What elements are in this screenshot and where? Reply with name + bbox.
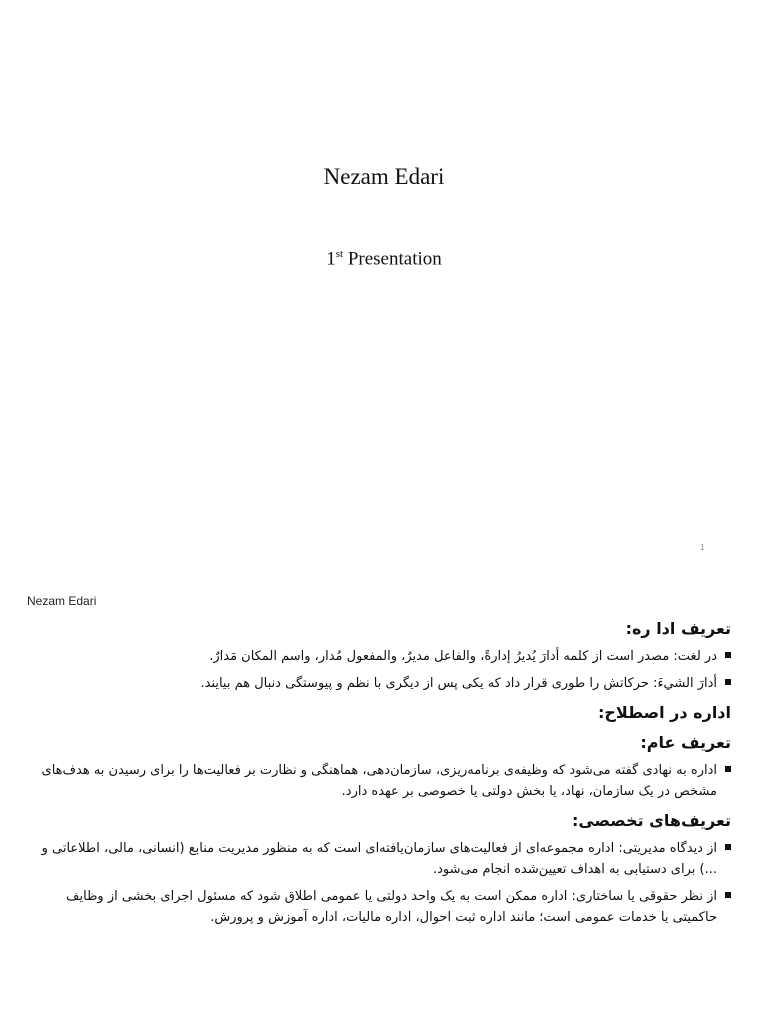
presentation-title: Nezam Edari [323,164,445,189]
square-bullet-icon [725,892,731,898]
subtitle-superscript: st [335,248,344,260]
bullet-text-management: از دیدگاه مدیریتی: اداره مجموعه‌ای از فعالیت‌های سازمان‌یافته‌ای است که به منظور مدیریت منابع (انسانی، مالی، اطلاعاتی و ...) برای دستیابی به اهداف تعیین‌شده انجام می‌شود. [41,841,717,877]
bullet-item [25,673,731,694]
bullet-item [25,760,731,802]
bullet-text-lexical: در لغت: مصدر است از کلمه أدارَ یُدیرُ إدارةً، والفاعل مدیرٌ، والمفعول مُدار، واسم المکان مَدارٌ. [209,649,717,664]
notes-header-label: Nezam Edari [27,594,97,608]
page-number: 1 [700,543,705,552]
heading-term: اداره در اصطلاح: [597,703,731,722]
square-bullet-icon [725,679,731,685]
subtitle-ordinal: 1 [326,248,336,270]
bullet-text-legal: از نظر حقوقی یا ساختاری: اداره ممکن است به یک واحد دولتی یا عمومی اطلاق شود که مسئول اجرای بخشی از وظایف حاکمیتی یا خدمات عمومی است؛ مانند اداره ثبت احوال، اداره مالیات، اداره آموزش و پرورش. [66,889,717,925]
square-bullet-icon [725,766,731,772]
square-bullet-icon [725,652,731,658]
square-bullet-icon [725,844,731,850]
bullet-item [25,646,731,667]
definitions-content [25,616,731,934]
bullet-item [25,886,731,928]
bullet-text-general: اداره به نهادی گفته می‌شود که وظیفه‌ی برنامه‌ریزی، سازمان‌دهی، هماهنگی و نظارت بر فعالیت‌ها را برای رسیدن به هدف‌های مشخص در یک سازمان، نهاد، یا بخش دولتی یا خصوصی بر عهده دارد. [41,763,717,799]
heading-general: تعریف عام: [640,733,731,752]
heading-definition: تعریف ادا ره: [625,619,731,638]
presentation-subtitle [0,248,768,270]
heading-specialized: تعریف‌های تخصصی: [571,811,731,830]
bullet-item [25,838,731,880]
subtitle-text: Presentation [343,248,442,270]
bullet-text-adara: أدارَ الشيءَ: حرکاتش را طوری قرار داد که یکی پس از دیگری با نظم و پیوستگی دنبال هم بیایند. [200,676,717,691]
